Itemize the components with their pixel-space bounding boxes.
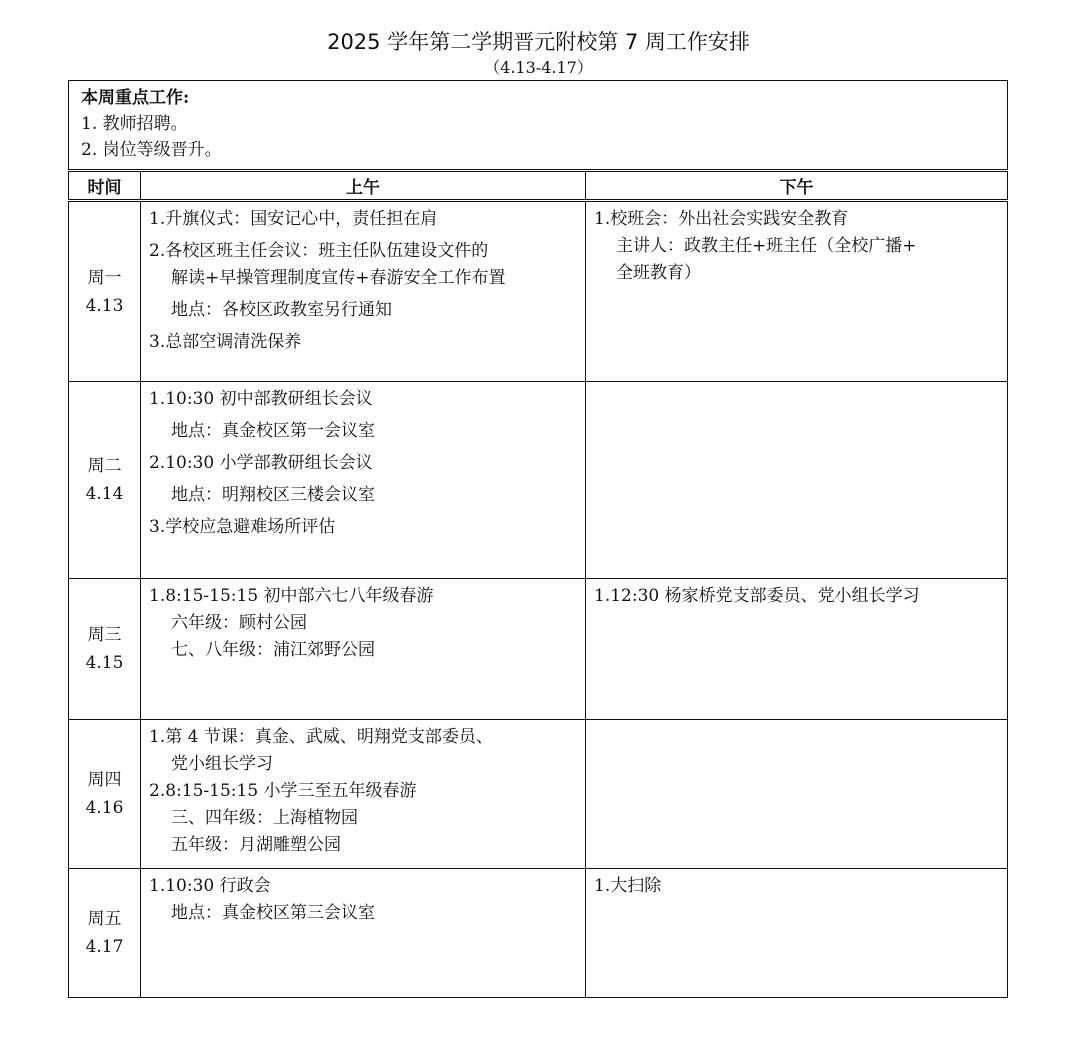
schedule-item-detail: 七、八年级：浦江郊野公园	[171, 640, 375, 660]
pm-cell	[586, 579, 1008, 720]
schedule-item-detail: 地点：各校区政教室另行通知	[171, 300, 392, 320]
column-header-pm: 下午	[586, 171, 1008, 201]
pm-cell	[586, 382, 1008, 579]
day-cell	[69, 720, 141, 869]
day-cell	[69, 579, 141, 720]
column-header-time: 时间	[69, 171, 141, 201]
day-date: 4.15	[85, 653, 124, 673]
weekly-focus-item: 1. 教师招聘。	[81, 114, 188, 134]
day-name: 周四	[87, 770, 122, 790]
schedule-item-detail: 地点：明翔校区三楼会议室	[171, 485, 375, 505]
schedule-item: 1.第 4 节课：真金、武威、明翔党支部委员、	[149, 727, 493, 747]
table-row	[69, 579, 1008, 720]
am-cell	[141, 382, 586, 579]
am-cell	[141, 720, 586, 869]
am-cell	[141, 869, 586, 998]
schedule-item: 1.10:30 初中部教研组长会议	[149, 389, 373, 409]
schedule-item: 1.10:30 行政会	[149, 876, 271, 896]
day-name: 周三	[87, 625, 122, 645]
schedule-item: 1.校班会：外出社会实践安全教育	[594, 209, 849, 229]
day-date: 4.16	[85, 798, 124, 818]
day-date: 4.13	[85, 295, 124, 316]
schedule-item-detail: 三、四年级：上海植物园	[171, 808, 358, 828]
schedule-item-detail: 五年级：月湖雕塑公园	[171, 835, 341, 855]
schedule-item: 1.8:15-15:15 初中部六七八年级春游	[149, 586, 434, 606]
am-cell	[141, 201, 586, 382]
schedule-item: 1.大扫除	[594, 876, 662, 896]
day-cell	[69, 869, 141, 998]
schedule-item: 1.12:30 杨家桥党支部委员、党小组长学习	[594, 586, 920, 606]
day-name: 周一	[87, 267, 122, 288]
schedule-item-detail: 地点：真金校区第三会议室	[171, 903, 375, 923]
schedule-item-detail: 主讲人：政教主任+班主任（全校广播+	[616, 236, 917, 256]
day-cell	[69, 382, 141, 579]
schedule-item: 1.升旗仪式：国安记心中，责任担在肩	[149, 209, 438, 229]
am-cell	[141, 579, 586, 720]
table-row	[69, 720, 1008, 869]
schedule-item-detail: 六年级：顾村公园	[171, 613, 307, 633]
pm-cell	[586, 201, 1008, 382]
day-date: 4.14	[85, 484, 124, 504]
weekly-focus-item: 2. 岗位等级晋升。	[81, 140, 222, 160]
schedule-item: 2.各校区班主任会议：班主任队伍建设文件的	[149, 241, 489, 261]
schedule-item-detail: 地点：真金校区第一会议室	[171, 421, 375, 441]
schedule-item: 2.8:15-15:15 小学三至五年级春游	[149, 781, 417, 801]
date-range: （4.13-4.17）	[484, 58, 593, 77]
pm-cell	[586, 869, 1008, 998]
schedule-item: 2.10:30 小学部教研组长会议	[149, 453, 373, 473]
page-title: 2025 学年第二学期晋元附校第 7 周工作安排	[327, 30, 750, 54]
weekly-focus-heading: 本周重点工作:	[81, 88, 190, 108]
table-row	[69, 382, 1008, 579]
schedule-item-detail: 全班教育）	[616, 263, 701, 283]
schedule-table	[68, 80, 1008, 998]
weekly-focus	[69, 81, 1008, 171]
schedule-item-detail: 党小组长学习	[171, 754, 273, 774]
schedule-item: 3.学校应急避难场所评估	[149, 517, 336, 537]
day-date: 4.17	[85, 937, 124, 957]
day-cell	[69, 201, 141, 382]
day-name: 周二	[87, 456, 122, 476]
day-name: 周五	[87, 909, 122, 929]
table-row	[69, 869, 1008, 998]
column-header-am: 上午	[141, 171, 586, 201]
table-row	[69, 201, 1008, 382]
pm-cell	[586, 720, 1008, 869]
schedule-item: 3.总部空调清洗保养	[149, 332, 302, 352]
schedule-item-detail: 解读+早操管理制度宣传+春游安全工作布置	[171, 268, 506, 288]
